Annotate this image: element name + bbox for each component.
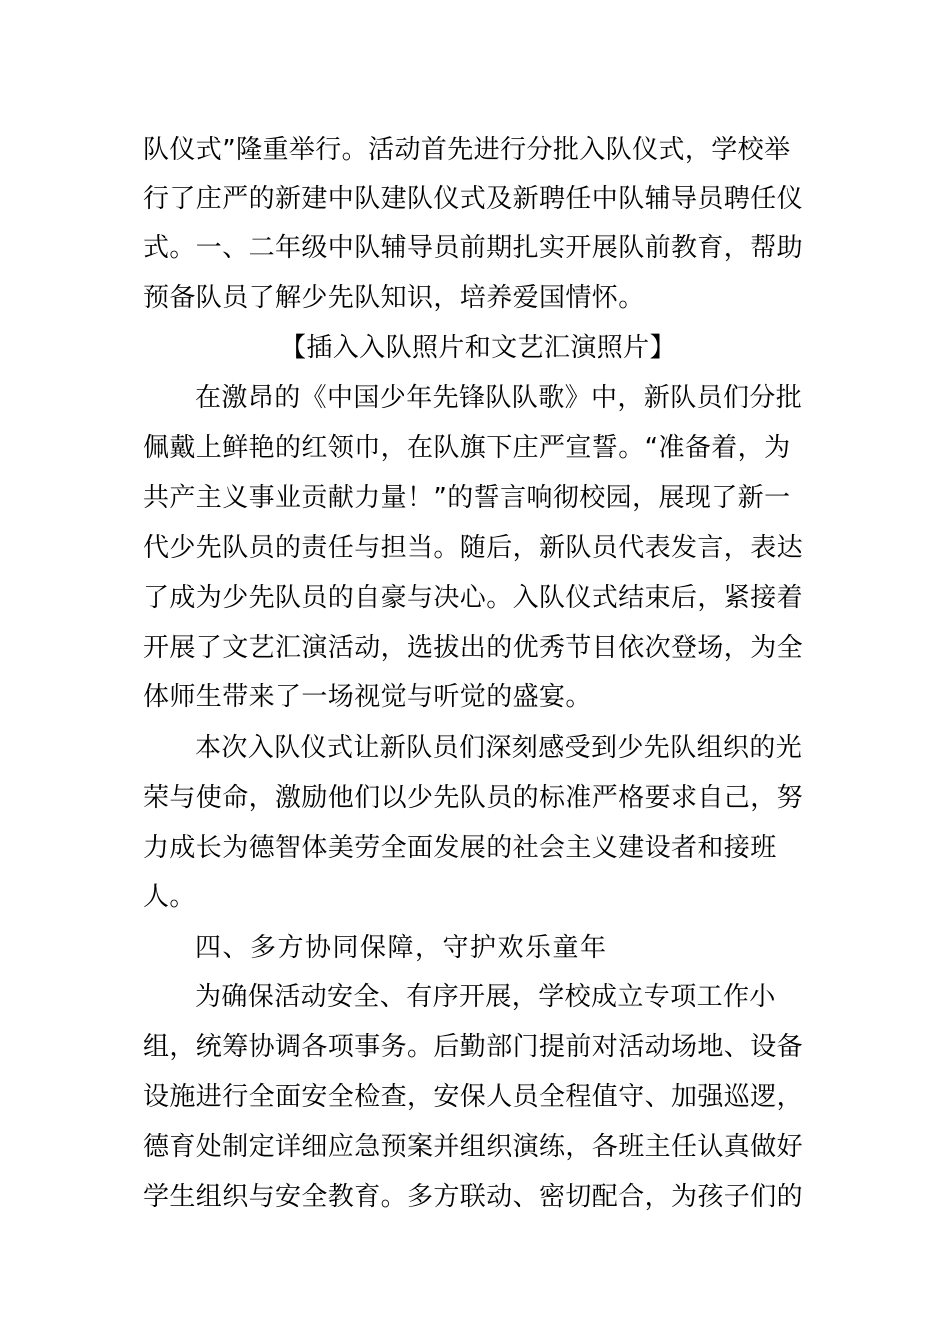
paragraph-line: 德育处制定详细应急预案并组织演练，各班主任认真做好 [143, 1132, 804, 1162]
paragraph-line: 预备队员了解少先队知识，培养爱国情怀。 [143, 283, 645, 313]
paragraph-line: 人。 [143, 882, 196, 912]
paragraph-line: 了成为少先队员的自豪与决心。入队仪式结束后，紧接着 [143, 583, 804, 613]
paragraph-line: 开展了文艺汇演活动，选拔出的优秀节目依次登场，为全 [143, 633, 804, 663]
paragraph-line: 为确保活动安全、有序开展，学校成立专项工作小 [195, 982, 776, 1012]
section-heading: 四、多方协同保障，守护欢乐童年 [195, 933, 608, 963]
paragraph-line: 式。一、二年级中队辅导员前期扎实开展队前教育，帮助 [143, 233, 804, 263]
paragraph-line: 体师生带来了一场视觉与听觉的盛宴。 [143, 682, 592, 712]
paragraph-line: 在激昂的《中国少年先锋队队歌》中，新队员们分批 [195, 383, 803, 413]
paragraph-line: 学生组织与安全教育。多方联动、密切配合，为孩子们的 [143, 1182, 804, 1212]
paragraph-line: 代少先队员的责任与担当。随后，新队员代表发言，表达 [143, 533, 804, 563]
paragraph-line: 设施进行全面安全检查，安保人员全程值守、加强巡逻， [143, 1082, 804, 1112]
paragraph-line: 本次入队仪式让新队员们深刻感受到少先队组织的光 [195, 733, 803, 763]
paragraph-line: 荣与使命，激励他们以少先队员的标准严格要求自己，努 [143, 783, 804, 813]
paragraph-line: 佩戴上鲜艳的红领巾，在队旗下庄严宣誓。“准备着，为 [143, 433, 791, 463]
paragraph-line: 行了庄严的新建中队建队仪式及新聘任中队辅导员聘任仪 [143, 184, 804, 214]
paragraph-line: 共产主义事业贡献力量！”的誓言响彻校园，展现了新一 [143, 483, 791, 513]
paragraph-line: 力成长为德智体美劳全面发展的社会主义建设者和接班 [143, 833, 777, 863]
photo-placeholder-note: 【插入入队照片和文艺汇演照片】 [279, 333, 676, 363]
paragraph-line: 队仪式”隆重举行。活动首先进行分批入队仪式，学校举 [143, 135, 791, 165]
paragraph-line: 组，统筹协调各项事务。后勤部门提前对活动场地、设备 [143, 1032, 804, 1062]
